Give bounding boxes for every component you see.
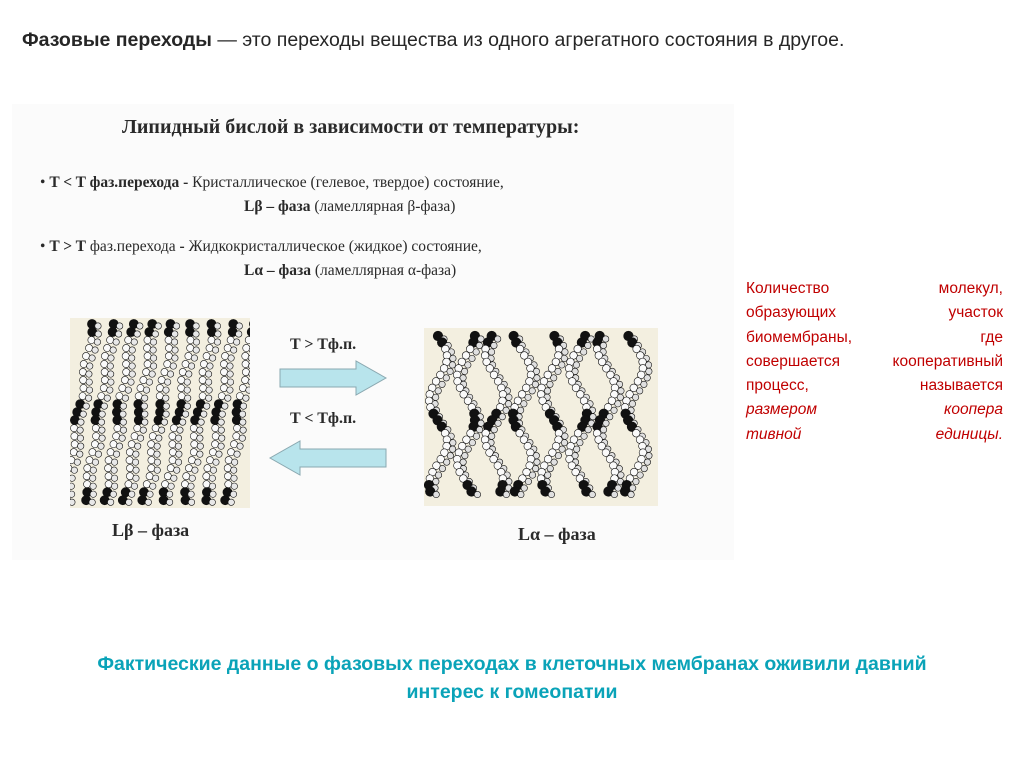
liquid-phase-label: Lα – фаза (518, 524, 596, 544)
bullet1-condition: T < T фаз.перехода (49, 174, 180, 191)
gel-phase-membrane-image (70, 318, 250, 508)
intro-definition: — это переходы вещества из одного агрегатного состояния в другое. (211, 29, 845, 51)
bullet2-phase: Lα – фаза (244, 262, 311, 279)
bullet1-dash: - (179, 174, 193, 191)
arrow-forward-label: T > Tф.п. (290, 336, 357, 353)
note-line: тивной единицы. (746, 425, 1003, 443)
bullet1-phase-desc: (ламеллярная β-фаза) (310, 198, 456, 215)
note-line: совершается кооперативный (746, 352, 1003, 370)
bullet-liquid-phase (244, 262, 456, 280)
cooperative-unit-note (746, 277, 1003, 447)
bullet-liquid (40, 238, 482, 256)
note-line: размером коопера (746, 401, 1003, 419)
bullet2-state: Жидкокристаллическое (жидкое) состояние, (188, 238, 482, 255)
liquid-phase-membrane-image (424, 328, 658, 506)
bullet2-dash: - (175, 238, 189, 255)
bullet-dot: • (40, 174, 50, 191)
bullet-crystalline-phase (244, 198, 455, 216)
note-line: биомембраны, где (746, 328, 1003, 346)
bullet-dot: • (40, 238, 50, 255)
bullet1-phase: Lβ – фаза (244, 198, 311, 215)
conclusion-line-2: интерес к гомеопатии (406, 681, 618, 703)
arrow-left-icon (268, 440, 388, 476)
bullet2-condition-rest: фаз.перехода (86, 238, 176, 255)
intro-term: Фазовые переходы (22, 29, 212, 51)
arrow-right-icon (278, 360, 388, 396)
arrow-backward-label: T < Tф.п. (290, 410, 357, 427)
bullet1-state: Кристаллическое (гелевое, твердое) состояние, (192, 174, 504, 191)
bullet2-condition-bold: T > T (49, 238, 87, 255)
bottom-conclusion (12, 650, 1012, 706)
gel-phase-label: Lβ – фаза (112, 520, 190, 540)
conclusion-line-1: Фактические данные о фазовых переходах в клеточных мембранах оживили давний (97, 653, 927, 675)
note-line: образующих участок (746, 304, 1003, 322)
intro-paragraph (22, 26, 982, 54)
note-line: Количество молекул, (746, 280, 1003, 297)
bullet-crystalline (40, 174, 504, 192)
bullet2-phase-desc: (ламеллярная α-фаза) (310, 262, 457, 279)
note-line: процесс, называется (746, 377, 1003, 395)
figure-title: Липидный бислой в зависимости от температуры: (122, 116, 580, 138)
lipid-bilayer-figure (12, 104, 734, 560)
